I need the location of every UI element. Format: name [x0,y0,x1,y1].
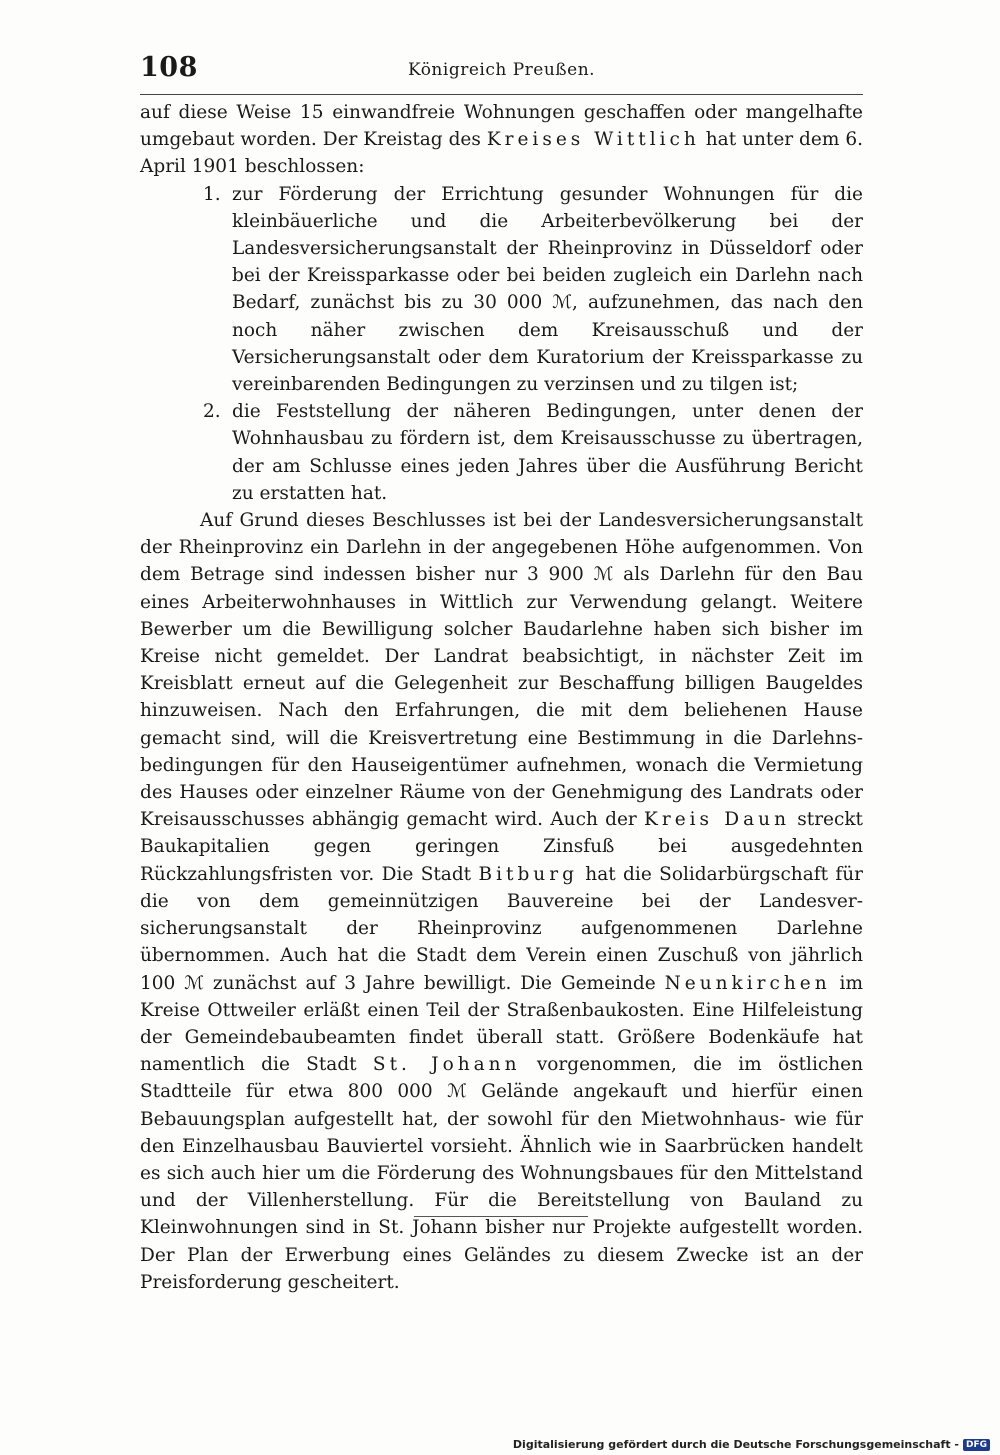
list-item-text: zur Förderung der Errichtung gesunder Wohnungen für die kleinbäuerliche und die Arbeiterbevölkerung bei der Landesversicherungsanstalt der Rheinprovinz in Düsseldorf oder bei der Kreissparkasse oder bei beiden zugleich ein Darlehn nach Bedarf, zunächst bis zu 30 000 ℳ, aufzunehmen, das nach den noch näher zwischen dem Kreisausschuß und der Versicherungsanstalt oder dem Kuratorium der Kreissparkasse zu vereinbarenden Bedingungen zu verzinsen und zu tilgen ist; [232,183,863,396]
main-paragraph [140,507,863,1296]
intro-sentence: auf diese Weise 15 einwandfreie Wohnungen geschaffen oder mangelhafte umgebaut worden. [140,102,863,151]
place-name-wittlich: Kreises Wittlich [486,129,700,151]
header-rule [140,94,863,95]
page-header [140,52,863,92]
digitization-credit [513,1438,990,1451]
paragraph-text: Auf Grund dieses Beschlusses ist bei der Landesversicherungsanstalt der Rheinprovinz ein Darlehn in der angegebenen Höhe aufgenommen. Von dem Betrage sind indessen bisher nur 3 900 ℳ als Darlehn für den Bau eines Arbeiterwohnhauses in Wittlich zur Verwendung gelangt. Weitere Bewerber um die Bewilligung solcher Baudarlehne haben sich bisher im Kreise nicht gemeldet. Der Landrat beabsichtigt, in nächster Zeit im Kreisblatt erneut auf die Gelegenheit zur Beschaffung billigen Baugeldes hinzuweisen. Nach den Erfahrungen, die mit dem beliehenen Hause gemacht sind, will die Kreisvertretung eine Bestimmung in die Darlehnsbedingungen für den Hauseigentümer aufnehmen, wonach die Vermietung des Hauses oder einzelner Räume von der Genehmigung des Landrats oder Kreisausschusses abhängig gemacht wird. Auch der [140,510,863,831]
paragraph-text: streckt Baukapitalien gegen geringen Zinsfuß bei ausgedehnten Rückzahlungsfristen vor. Die Stadt [140,809,863,885]
paragraph-text: im Kreise Ottweiler erläßt einen Teil der Straßenbaukosten. Eine Hilfeleistung der Gemeindebaubeamten findet überall statt. Größere Bodenkäufe hat namentlich die Stadt [140,972,863,1076]
section-end-rule [414,1216,588,1217]
place-name-daun: Kreis Daun [644,809,790,831]
list-item-number: 1. [203,183,221,205]
resolution-list [140,181,863,507]
paragraph-text: hat die Solidarbürgschaft für die von dem gemeinnützigen Bauvereine bei der Landesversicherungsanstalt der Rheinprovinz aufgenommenen Darlehne übernommen. Auch hat die Stadt dem Verein einen Zuschuß von jährlich 100 ℳ zunächst auf 3 Jahre bewilligt. Die Gemeinde [140,863,864,994]
page-number: 108 [140,52,198,83]
intro-sentence-prefix: Der Kreistag des [322,129,481,151]
list-item [140,181,863,399]
dfg-logo: DFG [963,1439,990,1451]
intro-sentence-suffix: hat unter dem 6. April 1901 beschlossen: [140,129,863,178]
list-item [140,398,863,507]
place-name-neunkirchen: Neunkirchen [664,972,831,994]
body-text [140,99,863,1296]
paragraph-text: vorgenommen, die im östlichen Stadtteile für etwa 800 000 ℳ Gelände angekauft und hierfür einen Bebauungsplan aufgestellt hat, der sowohl für den Mietwohnhaus- wie für den Einzelhausbau Bauviertel vorsieht. Ähnlich wie in Saarbrücken handelt es sich auch hier um die Förderung des Wohnungsbaues für den Mittelstand und der Villenherstellung. Für die Bereitstellung von Bauland zu Kleinwohnungen sind in St. Johann bisher nur Projekte aufgestellt worden. Der Plan der Erwerbung eines Geländes zu diesem Zwecke ist an der Preisforderung gescheitert. [140,1054,863,1293]
list-item-number: 2. [203,401,221,423]
intro-paragraph [140,99,863,181]
credit-text: Digitalisierung gefördert durch die Deutsche Forschungsgemeinschaft - [512,1438,959,1451]
running-head: Königreich Preußen. [407,60,596,80]
place-name-bitburg: Bitburg [478,863,578,885]
place-name-st-johann: St. Johann [372,1054,521,1076]
list-item-text: die Feststellung der näheren Bedingungen, unter denen der Wohnhausbau zu fördern ist, dem Kreisausschusse zu übertragen, der am Schlusse eines jeden Jahres über die Ausführung Bericht zu erstatten hat. [232,401,863,504]
